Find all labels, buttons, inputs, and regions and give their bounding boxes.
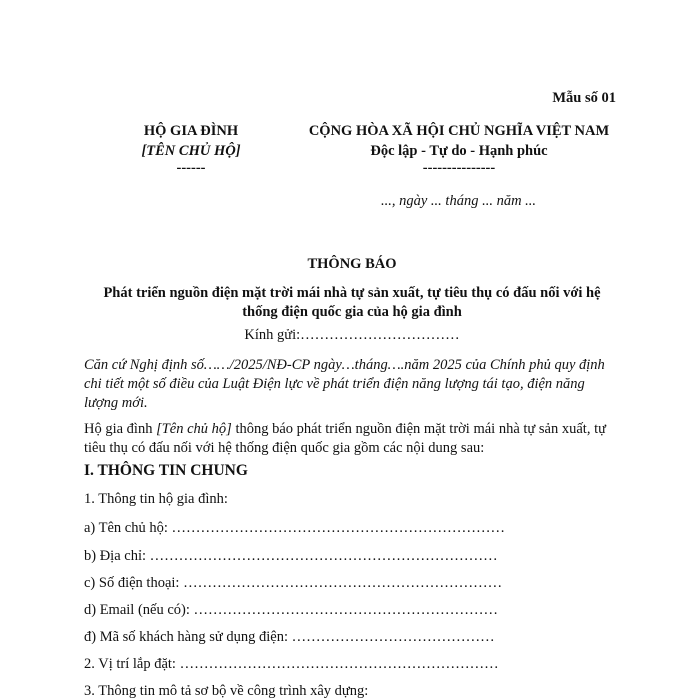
recipient-line: Kính gửi:…………………………… [244,327,460,343]
item-head-name: a) Tên chủ hộ: …………………………………………………………… [84,520,506,536]
document-title: THÔNG BÁO [307,256,397,272]
intro-rest: thông báo phát triển nguồn điện mặt trời mái nhà tự sản xuất, tự tiêu thụ có đấu nối với hệ thống điện quốc gia gồm các nội dung sau: [84,421,606,456]
date-line: ..., ngày ... tháng ... năm ... [381,193,537,209]
intro-paragraph [84,420,620,458]
national-motto: Độc lập - Tự do - Hạnh phúc [370,143,548,159]
item-phone: c) Số điện thoại: ………………………………………………………… [84,575,503,591]
item-install-location: 2. Vị trí lắp đặt: ………………………………………………………… [84,656,499,672]
household-label: HỘ GIA ĐÌNH [143,123,239,139]
household-name-placeholder: [Tên chủ hộ] [156,421,232,437]
item-household-info: 1. Thông tin hộ gia đình: [84,491,228,507]
household-head-placeholder: [TÊN CHỦ HỘ] [141,143,241,159]
legal-basis: Căn cứ Nghị định số……/2025/NĐ-CP ngày…tháng….năm 2025 của Chính phủ quy định chi tiết một số điều của Luật Điện lực về phát triển điện năng lượng tái tạo, điện năng lượng mới. [84,357,605,411]
intro-prefix: Hộ gia đình [84,421,157,437]
section-heading-general-info: I. THÔNG TIN CHUNG [84,462,248,479]
item-construction-info: 3. Thông tin mô tả sơ bộ về công trình xây dựng: [84,683,369,699]
subtitle-line-2: thống điện quốc gia của hộ gia đình [242,304,462,320]
item-address: b) Địa chỉ: ……………………………………………………………… [84,548,498,564]
item-email: d) Email (nếu có): ……………………………………………………… [84,602,499,618]
subtitle-line-1: Phát triển nguồn điện mặt trời mái nhà tự sản xuất, tự tiêu thụ có đấu nối với hệ [103,285,601,301]
right-header-rule: --------------- [422,160,496,176]
item-customer-code: đ) Mã số khách hàng sử dụng điện: …………………………………… [84,629,495,645]
left-header-rule: ------ [176,160,206,176]
country-name: CỘNG HÒA XÃ HỘI CHỦ NGHĨA VIỆT NAM [308,123,610,139]
form-number: Mẫu số 01 [552,90,616,106]
